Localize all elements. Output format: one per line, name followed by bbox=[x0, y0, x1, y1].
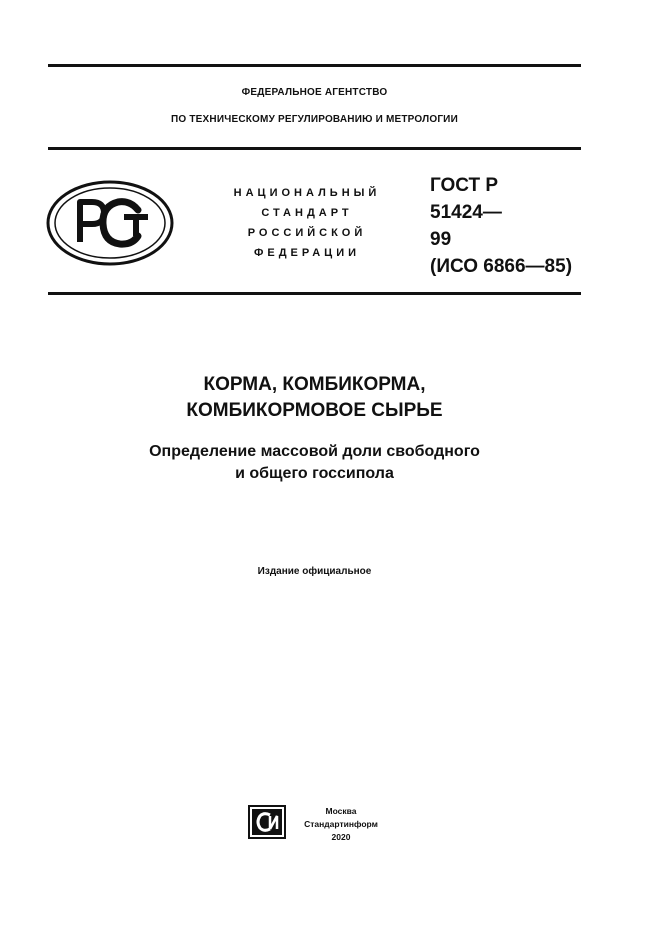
designation-line-3: 99 bbox=[430, 229, 452, 250]
document-subtitle bbox=[48, 441, 581, 485]
standard-type-label bbox=[212, 183, 402, 263]
top-divider bbox=[48, 64, 581, 67]
title-line-2: КОМБИКОРМОВОЕ СЫРЬЕ bbox=[186, 400, 443, 421]
designation-line-4: (ИСО 6866—85) bbox=[430, 256, 573, 277]
designation-line-1: ГОСТ Р bbox=[430, 175, 499, 196]
publisher-city: Москва bbox=[325, 806, 357, 816]
header-divider bbox=[48, 147, 581, 150]
standard-type-line-1: НАЦИОНАЛЬНЫЙ bbox=[233, 187, 381, 199]
designation-divider bbox=[48, 292, 581, 295]
document-title bbox=[48, 372, 581, 424]
rst-certification-mark-icon bbox=[46, 180, 174, 266]
publication-year: 2020 bbox=[331, 832, 351, 842]
subtitle-line-2: и общего госсипола bbox=[235, 465, 394, 482]
standard-designation bbox=[430, 172, 572, 280]
publisher-name: Стандартинформ bbox=[304, 819, 378, 829]
standard-type-line-2: СТАНДАРТ bbox=[261, 207, 353, 219]
standard-type-line-3: РОССИЙСКОЙ bbox=[247, 227, 367, 239]
standard-type-line-4: ФЕДЕРАЦИИ bbox=[253, 247, 361, 259]
standartinform-logo-icon bbox=[248, 805, 286, 839]
title-line-1: КОРМА, КОМБИКОРМА, bbox=[203, 374, 426, 395]
designation-line-2: 51424— bbox=[430, 202, 502, 223]
subtitle-line-1: Определение массовой доли свободного bbox=[149, 443, 480, 460]
edition-note: Издание официальное bbox=[257, 566, 372, 577]
agency-name-line-2: ПО ТЕХНИЧЕСКОМУ РЕГУЛИРОВАНИЮ И МЕТРОЛОГИИ bbox=[171, 114, 458, 125]
agency-name-line-1: ФЕДЕРАЛЬНОЕ АГЕНТСТВО bbox=[241, 87, 388, 98]
publisher-imprint bbox=[296, 805, 386, 844]
